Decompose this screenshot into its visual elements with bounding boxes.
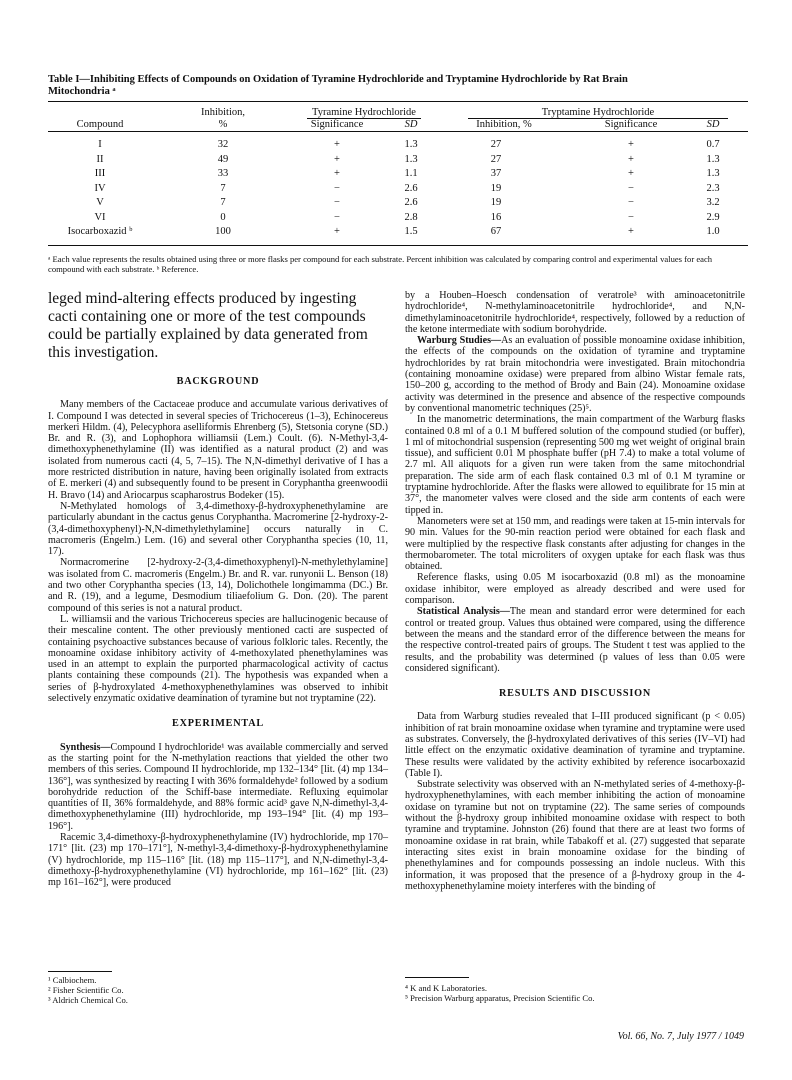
cell-compound: III bbox=[94, 168, 106, 179]
cell-tryp-inhibition: 67 bbox=[490, 226, 502, 237]
right-paragraph-1: by a Houben–Hoesch condensation of veratrole³ with aminoacetonitrile hydrochloride⁴, N-methylaminoacetonitrile hydrochloride⁴, and N,N-dimethylaminoacetonitrile hydrochloride⁴, respectively, followed by a reduction of the ketone intermediate with sodium borohydride. bbox=[405, 290, 745, 335]
header-compound: Compound bbox=[76, 119, 124, 130]
cell-significance: + bbox=[334, 168, 340, 179]
cell-inhibition: 7 bbox=[220, 197, 226, 208]
cell-compound: I bbox=[98, 139, 102, 150]
right-paragraph-3: In the manometric determinations, the main compartment of the Warburg flasks contained 0.8 ml of a 0.1 M buffered solution of the compound studied (or buffer), 1 ml of mitochondrial suspension (representing 500 mg wet weight of original brain tissue), and sufficient 0.01 M phosphate buffer (pH 7.4) to make a total volume of 2.7 ml. All aliquots for a given run were taken from the same mitochondrial preparation. The side arm of each flask contained 0.3 ml of 0.1 M tyramine or tryptamine hydrochloride. After the flasks were allowed to equilibrate for 15 min at 37°, the manometer valves were closed and the side arm contents of each were tipped in. bbox=[405, 414, 745, 516]
lead-paragraph: leged mind-altering effects produced by ingesting cacti containing one or more of the test compounds could be partially explained by data generated from this investigation. bbox=[48, 290, 368, 361]
page-footer: Vol. 66, No. 7, July 1977 / 1049 bbox=[617, 1031, 744, 1042]
cell-sd: 2.8 bbox=[404, 211, 418, 223]
header-tyramine-group: Tyramine Hydrochloride bbox=[307, 107, 421, 119]
cell-tryp-sd: 0.7 bbox=[706, 139, 720, 150]
statistical-runin: Statistical Analysis— bbox=[417, 606, 510, 618]
table-bottom-rule bbox=[48, 245, 748, 246]
cell-significance: + bbox=[334, 139, 340, 150]
footnote-4: ⁴ K and K Laboratories. bbox=[405, 983, 487, 993]
cell-inhibition: 32 bbox=[217, 139, 229, 150]
footnote-3: ³ Aldrich Chemical Co. bbox=[48, 995, 128, 1005]
cell-tryp-sd: 1.3 bbox=[706, 153, 720, 165]
header-significance: Significance bbox=[310, 119, 364, 130]
cell-tryp-significance: + bbox=[628, 226, 634, 237]
cell-inhibition: 49 bbox=[217, 153, 229, 165]
synthesis-paragraph-2: Racemic 3,4-dimethoxy-β-hydroxyphenethylamine (IV) hydrochloride, mp 170–171° [lit. (23) mp 170–171°], N-methyl-3,4-dimethoxy-β-hydroxyphenethylamine (V) hydrochloride, mp 115–116° [lit. (18) mp 115–117°], and N,N-dimethyl-3,4-dimethoxy-β-hydroxyphenethylamine (VI) hydrochloride, mp 161–162° [lit. (23) mp 161–162°], were produced bbox=[48, 831, 388, 889]
table-caption-line-2: Mitochondria ᵃ bbox=[48, 86, 116, 97]
cell-sd: 1.1 bbox=[404, 168, 418, 179]
cell-tryp-sd: 2.9 bbox=[706, 211, 720, 223]
cell-significance: + bbox=[334, 153, 340, 165]
warburg-text: As an evaluation of possible monoamine oxidase inhibition, the effects of the compounds on the oxidation of tyramine and tryptamine hydrochlorides by rat brain mitochondria were investigated. Brain mitochondria (containing monoamine oxidase) were prepared from albino Wistar female rats, 150–200 g, according to the method of Brody and Bain (24). Monoamine oxidase activity was determined in the presence and absence of the respective compounds by conventional manometric techniques (25)⁵. bbox=[405, 335, 745, 414]
cell-inhibition: 7 bbox=[220, 182, 226, 194]
header-inhibition: Inhibition, bbox=[200, 107, 246, 118]
left-footnote-separator bbox=[48, 971, 112, 972]
cell-tryp-significance: + bbox=[628, 139, 634, 150]
header-tryptamine-group: Tryptamine Hydrochloride bbox=[468, 107, 728, 119]
cell-sd: 1.3 bbox=[404, 139, 418, 150]
background-paragraph-2: N-Methylated homologs of 3,4-dimethoxy-β-hydroxyphenethylamine are particularly abundant in the cactus genus Coryphantha. Macromerine [2-hydroxy-2-(3,4-dimethoxyphenyl)-N,N-dimethylethylamine] occurs naturally in C. macromeris (Engelm.) Lem. (16) and several other Coryphantha species (10, 11, 17). bbox=[48, 500, 388, 558]
header-percent: % bbox=[218, 119, 228, 130]
cell-inhibition: 33 bbox=[217, 168, 229, 179]
cell-tryp-sd: 3.2 bbox=[706, 197, 720, 208]
cell-significance: − bbox=[334, 197, 340, 208]
right-paragraph-5: Reference flasks, using 0.05 M isocarboxazid (0.8 ml) as the monoamine oxidase inhibitor, were employed as already described and were used for comparison. bbox=[405, 572, 745, 607]
experimental-heading: EXPERIMENTAL bbox=[171, 718, 265, 730]
cell-tryp-inhibition: 19 bbox=[490, 197, 502, 208]
table-top-rule bbox=[48, 101, 748, 102]
cell-tryp-significance: + bbox=[628, 168, 634, 179]
left-column bbox=[48, 290, 388, 888]
background-paragraph-4: L. williamsii and the various Trichocereus species are hallucinogenic because of their mescaline content. The other previously mentioned cacti are suspected of containing psychoactive substances because of various folkloric tales. Recently, the monoamine oxidase inhibitory activity of 4-methoxylated phenethylamines was used in an attempt to explain the purported pharmacological activity of cactus plants containing these compounds (21). The hypothesis was expanded when a series of β-hydroxylated 4-methoxyphenethylamines was observed to inhibit selectively enzymatic oxidative deamination of tyramine but not tryptamine (22). bbox=[48, 613, 388, 705]
cell-compound: Isocarboxazid ᵇ bbox=[67, 226, 133, 237]
synthesis-runin: Synthesis— bbox=[60, 741, 111, 753]
background-paragraph-1: Many members of the Cactaceae produce and accumulate various derivatives of I. Compound I was detected in several species of Trichocereus (1–3), Echinocereus merkeri Hildm. (4), Pelecyphora aselliformis Ehrenberg (5), Stetsonia coryne (SD.) Br. and R. (3), and Lophophora williamsii (Lem.) Coult. (6). N-Methyl-3,4-dimethoxyphenethylamine (II) was identified as a natural product (2) and was isolated from numerous cacti (4, 5, 7–15). The N,N-dimethyl derivative of I has a more restricted distribution in nature, having been originally isolated from extracts of E. merkeri (4) and subsequently found to be present in Coryphantha greenwoodii H. Bravo (14) and Ariocarpus scapharostrus Bodeker (15). bbox=[48, 399, 388, 501]
header-sd: SD bbox=[404, 119, 418, 130]
footnote-2: ² Fisher Scientific Co. bbox=[48, 985, 124, 995]
cell-tryp-inhibition: 27 bbox=[490, 139, 502, 150]
cell-tryp-significance: − bbox=[628, 211, 634, 223]
cell-significance: − bbox=[334, 211, 340, 223]
cell-tryp-inhibition: 37 bbox=[490, 168, 502, 179]
cell-inhibition: 0 bbox=[220, 211, 226, 223]
table-header-rule bbox=[48, 131, 748, 132]
results-paragraph-2: Substrate selectivity was observed with an N-methylated series of 4-methoxy-β-hydroxyphenethylamines, with each member inhibiting the action of monoamine oxidase on tyramine but not on tryptamine (22). The same series of compounds without the β-hydroxy group inhibited monoamine oxidase with respect to both tyramine and tryptamine. Johnston (26) found that there are at least two forms of monoamine oxidase in rat brain, while Tabakoff et al. (27) suggested that separate interacting sites exist in brain monoamine oxidase for the binding of phenethylamines and for compounds possessing an indole nucleus. With this information, it was proposed that the presence of a β-hydroxy group in the 4-methoxyphenethylamine moiety interferes with the binding of bbox=[405, 779, 745, 892]
right-paragraph-4: Manometers were set at 150 mm, and readings were taken at 15-min intervals for 90 min. Values for the 90-min reaction period were obtained for each flask and were multiplied by the respective flask constants after adjusting for changes in the thermobarometer. The total microliters of oxygen uptake for each flask was thus obtained. bbox=[405, 515, 745, 573]
cell-tryp-significance: − bbox=[628, 182, 634, 194]
warburg-runin: Warburg Studies— bbox=[417, 335, 502, 347]
results-heading: RESULTS AND DISCUSSION bbox=[499, 688, 651, 700]
background-paragraph-3: Normacromerine [2-hydroxy-2-(3,4-dimethoxyphenyl)-N-methylethylamine] was isolated from C. macromeris (Engelm.) Br. and R. var. runyonii L. Benson (18) and two other Coryphantha species (13, 14), Dolichothele longimamma (DC.) Br. and R. (19), and a legume, Desmodium tiliaefolium G. Don. (20). The parent compound of this series is not a natural product. bbox=[48, 557, 388, 614]
right-footnote-separator bbox=[405, 977, 469, 978]
cell-tryp-inhibition: 19 bbox=[490, 182, 502, 194]
table-caption bbox=[48, 74, 748, 98]
cell-compound: II bbox=[96, 153, 104, 165]
cell-inhibition: 100 bbox=[215, 226, 231, 237]
statistical-text: The mean and standard error were determined for each control or treated group. Values thus obtained were compared, using the difference between the means and the standard error of the difference between the means for the respective control-treated pairs of groups. The Student t test was applied to the results, and the probability was determined (p values of less than 0.05 were considered significant). bbox=[405, 606, 745, 674]
cell-significance: − bbox=[334, 182, 340, 194]
footnote-1: ¹ Calbiochem. bbox=[48, 975, 97, 985]
warburg-paragraph bbox=[405, 335, 745, 414]
cell-compound: VI bbox=[94, 211, 106, 223]
header-tryp-sd: SD bbox=[706, 119, 720, 130]
footnote-5: ⁵ Precision Warburg apparatus, Precision Scientific Co. bbox=[405, 993, 595, 1003]
cell-tryp-significance: − bbox=[628, 197, 634, 208]
synthesis-paragraph-1 bbox=[48, 742, 388, 832]
cell-compound: V bbox=[96, 197, 104, 208]
header-tryp-inhibition: Inhibition, % bbox=[476, 119, 532, 130]
cell-tryp-sd: 2.3 bbox=[706, 182, 720, 194]
cell-tryp-inhibition: 16 bbox=[490, 211, 502, 223]
results-paragraph-1: Data from Warburg studies revealed that I–III produced significant (p < 0.05) inhibition of rat brain monoamine oxidase when tyramine and tryptamine were used as substrates. Conversely, the β-hydroxylated derivatives of this series (IV–VI) had little effect on the enzymatic oxidative deamination of tyramine and tryptamine. These results were validated by the activity exhibited by reference isocarboxazid (Table I). bbox=[405, 711, 745, 779]
statistical-paragraph bbox=[405, 606, 745, 674]
cell-sd: 1.5 bbox=[404, 226, 418, 237]
header-tryp-significance: Significance bbox=[604, 119, 658, 130]
background-heading: BACKGROUND bbox=[176, 376, 260, 387]
cell-tryp-significance: + bbox=[628, 153, 634, 165]
table-caption-line-1: Table I—Inhibiting Effects of Compounds on Oxidation of Tyramine Hydrochloride and Tryptamine Hydrochloride by Rat Brain bbox=[48, 74, 628, 85]
cell-sd: 1.3 bbox=[404, 153, 418, 165]
synthesis-text: Compound I hydrochloride¹ was available commercially and served as the starting point for the N-methylation reactions that yielded the other two members of this series. Compound II hydrochloride, mp 132–134° [lit. (4) mp 134–136°], was synthesized by reacting I with 36% formaldehyde² followed by a sodium borohydride reduction of the Schiff-base intermediate. Refluxing equimolar quantities of II, 36% formaldehyde, and 88% formic acid³ gave N,N-dimethyl-3,4-dimethoxyphenethylamine (III) hydrochloride, mp 193–194° [lit. (4) mp 193–196°]. bbox=[48, 741, 388, 832]
cell-tryp-sd: 1.0 bbox=[706, 226, 720, 237]
cell-significance: + bbox=[334, 226, 340, 237]
cell-tryp-inhibition: 27 bbox=[490, 153, 502, 165]
cell-tryp-sd: 1.3 bbox=[706, 168, 720, 179]
cell-sd: 2.6 bbox=[404, 197, 418, 208]
table-footnote: ᵃ Each value represents the results obtained using three or more flasks per compound for each substrate. Percent inhibition was calculated by comparing control and experimental values for each compound with each substrate. ᵇ Reference. bbox=[48, 254, 713, 274]
right-column bbox=[405, 290, 745, 892]
cell-sd: 2.6 bbox=[404, 182, 418, 194]
cell-compound: IV bbox=[94, 182, 106, 194]
